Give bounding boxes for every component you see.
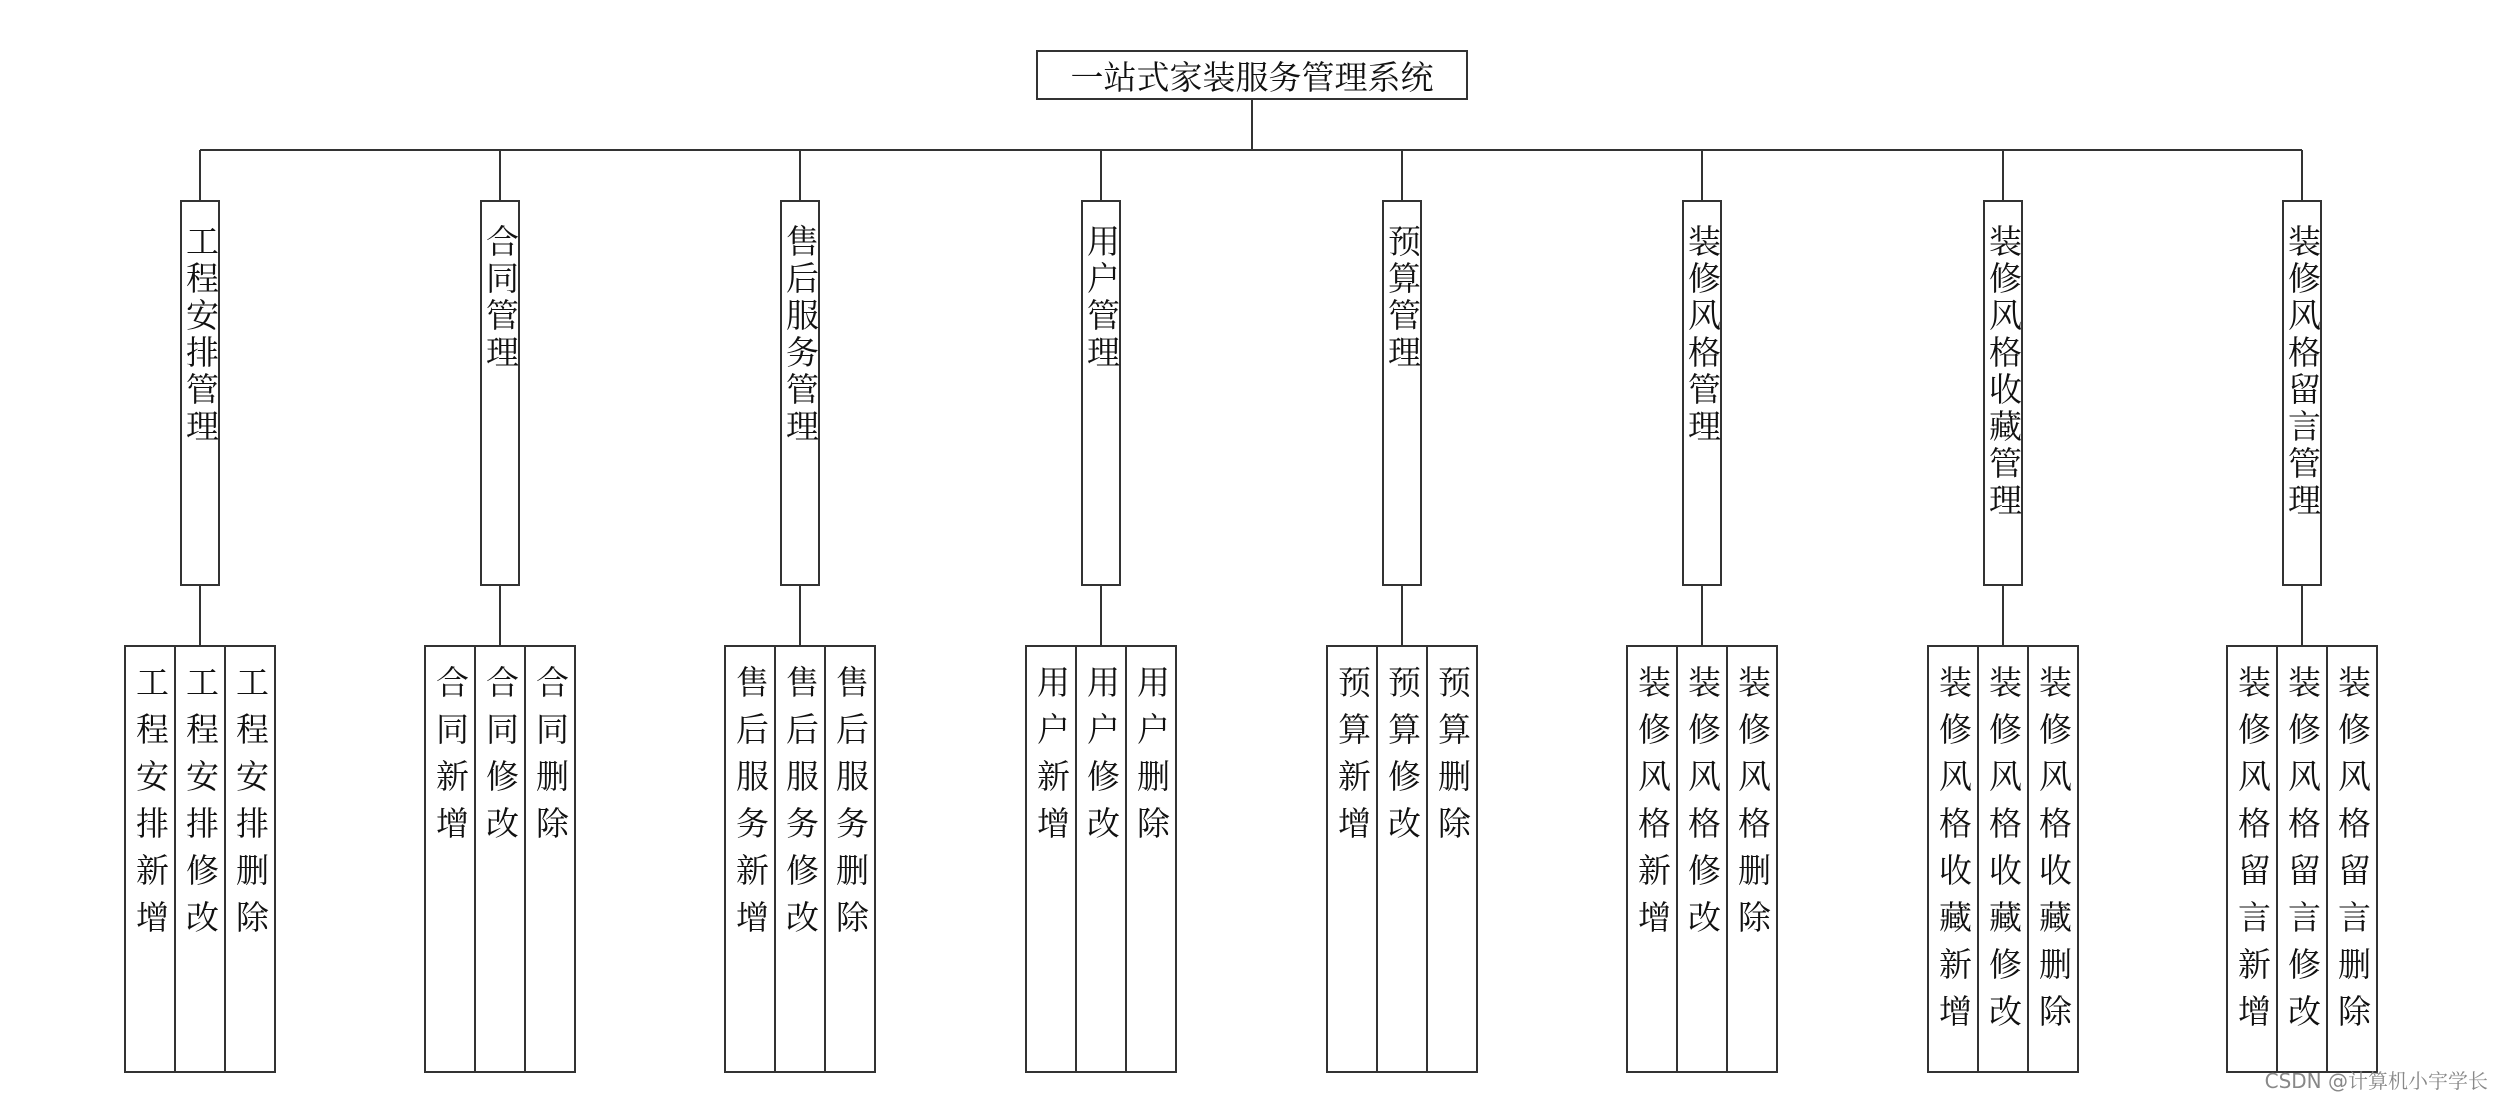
function-label: 售后服务删除 bbox=[831, 665, 870, 947]
function-node bbox=[1628, 647, 1676, 1071]
function-label: 用户修改 bbox=[1082, 665, 1121, 853]
function-label: 售后服务新增 bbox=[731, 665, 770, 947]
function-label: 用户新增 bbox=[1032, 665, 1071, 853]
function-node bbox=[824, 647, 874, 1071]
function-label: 装修风格新增 bbox=[1633, 665, 1672, 947]
function-label: 装修风格收藏新增 bbox=[1934, 665, 1973, 1041]
function-group bbox=[1626, 645, 1778, 1073]
function-label: 用户删除 bbox=[1132, 665, 1171, 853]
function-node bbox=[1027, 647, 1075, 1071]
function-group bbox=[2226, 645, 2378, 1073]
function-label: 装修风格收藏修改 bbox=[1984, 665, 2023, 1041]
function-node bbox=[2326, 647, 2376, 1071]
function-node bbox=[726, 647, 774, 1071]
function-group bbox=[1927, 645, 2079, 1073]
module-label: 装修风格管理 bbox=[1683, 224, 1722, 446]
function-node bbox=[1075, 647, 1125, 1071]
module-node bbox=[180, 200, 220, 586]
function-node bbox=[1929, 647, 1977, 1071]
module-label: 装修风格留言管理 bbox=[2283, 224, 2322, 520]
function-node bbox=[1426, 647, 1476, 1071]
module-label: 售后服务管理 bbox=[781, 224, 820, 446]
function-node bbox=[174, 647, 224, 1071]
function-node bbox=[426, 647, 474, 1071]
function-group bbox=[724, 645, 876, 1073]
function-node bbox=[1676, 647, 1726, 1071]
module-label: 预算管理 bbox=[1383, 224, 1422, 372]
function-node bbox=[474, 647, 524, 1071]
function-label: 工程安排新增 bbox=[131, 665, 170, 947]
module-label: 装修风格收藏管理 bbox=[1984, 224, 2023, 520]
function-label: 合同新增 bbox=[431, 665, 470, 853]
function-label: 预算删除 bbox=[1433, 665, 1472, 853]
function-label: 售后服务修改 bbox=[781, 665, 820, 947]
function-group bbox=[424, 645, 576, 1073]
function-label: 装修风格留言新增 bbox=[2233, 665, 2272, 1041]
module-node bbox=[1682, 200, 1722, 586]
module-node bbox=[1081, 200, 1121, 586]
function-node bbox=[224, 647, 274, 1071]
function-label: 装修风格收藏删除 bbox=[2034, 665, 2073, 1041]
function-node bbox=[1977, 647, 2027, 1071]
function-node bbox=[2228, 647, 2276, 1071]
function-node bbox=[2276, 647, 2326, 1071]
watermark: CSDN @计算机小宇学长 bbox=[2264, 1069, 2488, 1093]
function-label: 合同修改 bbox=[481, 665, 520, 853]
function-label: 装修风格删除 bbox=[1733, 665, 1772, 947]
module-label: 用户管理 bbox=[1082, 224, 1121, 372]
function-node bbox=[1376, 647, 1426, 1071]
function-label: 工程安排修改 bbox=[181, 665, 220, 947]
module-node bbox=[1382, 200, 1422, 586]
function-label: 装修风格留言删除 bbox=[2333, 665, 2372, 1041]
function-label: 装修风格修改 bbox=[1683, 665, 1722, 947]
function-group bbox=[1025, 645, 1177, 1073]
function-label: 合同删除 bbox=[531, 665, 570, 853]
function-label: 预算修改 bbox=[1383, 665, 1422, 853]
root-node bbox=[1036, 50, 1468, 100]
function-node bbox=[2027, 647, 2077, 1071]
root-label: 一站式家装服务管理系统 bbox=[1070, 57, 1434, 97]
module-node bbox=[780, 200, 820, 586]
function-node bbox=[1328, 647, 1376, 1071]
function-node bbox=[524, 647, 574, 1071]
module-node bbox=[1983, 200, 2023, 586]
module-label: 合同管理 bbox=[481, 224, 520, 372]
function-label: 装修风格留言修改 bbox=[2283, 665, 2322, 1041]
function-node bbox=[774, 647, 824, 1071]
module-node bbox=[2282, 200, 2322, 586]
function-node bbox=[1726, 647, 1776, 1071]
function-node bbox=[1125, 647, 1175, 1071]
function-group bbox=[1326, 645, 1478, 1073]
module-label: 工程安排管理 bbox=[181, 224, 220, 446]
function-label: 预算新增 bbox=[1333, 665, 1372, 853]
function-label: 工程安排删除 bbox=[231, 665, 270, 947]
function-group bbox=[124, 645, 276, 1073]
function-node bbox=[126, 647, 174, 1071]
module-node bbox=[480, 200, 520, 586]
